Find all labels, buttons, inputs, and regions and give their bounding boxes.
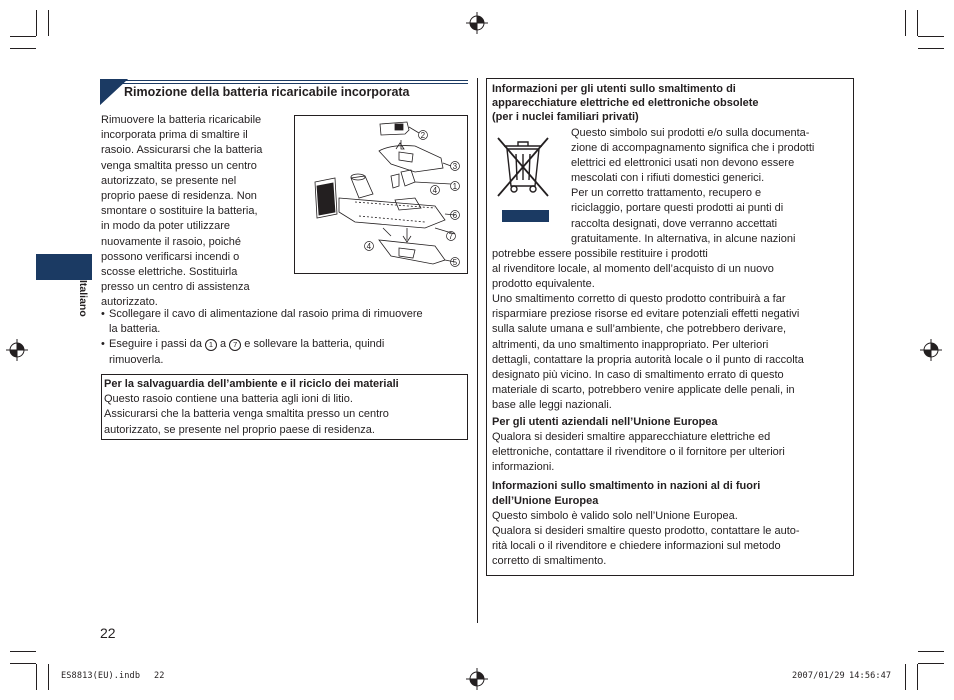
weee-line: altrimenti, da uno smaltimento inappropriato. Per ulteriori (492, 338, 769, 351)
figure-step-label: 1 (452, 182, 458, 191)
non-eu-line: corretto di smaltimento. (492, 555, 607, 568)
intro-line: proprio paese di residenza. Non (101, 190, 257, 203)
non-eu-line: Qualora si desideri smaltire questo prodotto, contattare le auto- (492, 525, 800, 538)
business-users-section (492, 415, 850, 475)
disassembly-figure (294, 115, 468, 274)
notice-line: Questo rasoio contiene una batteria agli ioni di litio. (104, 393, 353, 406)
weee-line: al rivenditore locale, al momento dell’acquisto di un nuovo (492, 263, 774, 276)
weee-line: Uno smaltimento corretto di questo prodotto contribuirà a far (492, 293, 786, 306)
business-line: Qualora si desideri smaltire apparecchiature elettriche ed (492, 431, 771, 444)
non-eu-title-line: Informazioni sullo smaltimento in nazioni al di fuori (492, 480, 761, 492)
language-tab-marker (36, 254, 92, 280)
heading-rule (100, 80, 468, 81)
intro-line: rasoio. Assicurarsi che la batteria (101, 144, 263, 157)
weee-symbol-text (571, 126, 853, 247)
business-users-title: Per gli utenti aziendali nell’Unione Europea (492, 416, 718, 428)
crop-mark (917, 10, 918, 36)
weee-line: designato più vicino. In caso di smaltimento errato di questo (492, 368, 784, 381)
weee-line: materiale di scarto, potrebbero venire applicate delle penali, in (492, 383, 795, 396)
environment-notice-box (101, 374, 468, 440)
weee-line: prodotto equivalente. (492, 278, 595, 291)
weee-line: base alle leggi nazionali. (492, 398, 612, 411)
crop-mark (10, 651, 36, 652)
step-number-badge: 7 (229, 339, 241, 351)
weee-body-text (492, 247, 850, 413)
figure-step-label: 2 (420, 131, 426, 140)
business-line: elettroniche, contattare il rivenditore o il fornitore per ulteriori (492, 446, 785, 459)
crop-mark (918, 48, 944, 49)
weee-line: Per un corretto trattamento, recupero e (571, 187, 762, 200)
intro-line: possono verificarsi incendi o (101, 250, 240, 263)
bullet-text: la batteria. (109, 323, 161, 336)
bullet-marker: • (101, 338, 105, 351)
section-heading (100, 77, 468, 105)
crop-mark (918, 663, 944, 664)
intro-line: in modo da poter utilizzare (101, 220, 231, 233)
crossed-bin-icon (496, 132, 554, 224)
weee-title-line: (per i nuclei familiari privati) (492, 111, 639, 124)
weee-line: mescolati con i rifiuti domestici generici. (571, 172, 765, 185)
figure-step-label: 3 (452, 162, 458, 171)
intro-line: incorporata prima di smaltire il (101, 129, 248, 142)
crop-mark (918, 36, 944, 37)
weee-line: gratuitamente. In alternativa, in alcune nazioni (571, 232, 796, 245)
intro-line: scosse elettriche. Sostituirla (101, 266, 238, 279)
weee-line: riciclaggio, portare questi prodotti ai punti di (571, 202, 784, 215)
figure-step-label: 4 (366, 242, 372, 251)
intro-line: Rimuovere la batteria ricaricabile (101, 114, 262, 126)
weee-line: raccolta designati, dove verranno accettati (571, 217, 778, 230)
instruction-list (101, 307, 469, 368)
figure-step-label: 4 (432, 186, 438, 195)
weee-line: sulla salute umana e sull’ambiente, che potrebbero derivare, (492, 323, 787, 336)
weee-bar (502, 210, 549, 222)
figure-step-label: 6 (452, 211, 458, 220)
crop-mark (48, 10, 49, 36)
registration-mark-icon (466, 12, 488, 34)
language-tab (76, 280, 90, 330)
bullet-text: e sollevare la batteria, quindi (241, 338, 385, 351)
weee-line: zione di accompagnamento significa che i prodotti (571, 142, 815, 155)
figure-step-label: 5 (452, 258, 458, 267)
intro-line: venga smaltita presso un centro (101, 159, 257, 172)
language-tab-label: Italiano (77, 280, 89, 317)
weee-line: Questo simbolo sui prodotti e/o sulla documenta- (571, 127, 810, 139)
crop-mark (10, 663, 36, 664)
weee-title-line: apparecchiature elettriche ed elettroniche obsolete (492, 97, 759, 110)
crop-mark (917, 664, 918, 690)
crop-mark (36, 664, 37, 690)
notice-title: Per la salvaguardia dell’ambiente e il riciclo dei materiali (104, 378, 399, 390)
notice-line: autorizzato, se presente nel proprio paese di residenza. (104, 423, 375, 436)
list-item (101, 307, 469, 337)
intro-line: nuovamente il rasoio, poiché (101, 235, 242, 248)
step-number-badge: 1 (205, 339, 217, 351)
bullet-text: Eseguire i passi da (109, 338, 205, 351)
column-divider (477, 78, 478, 623)
non-eu-title-line: dell’Unione Europea (492, 495, 599, 508)
non-eu-line: Questo simbolo è valido solo nell’Unione Europea. (492, 510, 738, 523)
crop-mark (10, 48, 36, 49)
registration-mark-icon (920, 339, 942, 361)
section-title: Rimozione della batteria ricaricabile incorporata (124, 85, 410, 99)
crop-mark (10, 36, 36, 37)
figure-step-label: 7 (448, 232, 454, 241)
page-number: 22 (100, 625, 116, 641)
notice-line: Assicurarsi che la batteria venga smaltita presso un centro (104, 408, 389, 421)
slug-page: 22 (154, 671, 165, 681)
crop-mark (905, 664, 906, 690)
bullet-marker: • (101, 308, 105, 320)
weee-title (492, 82, 850, 125)
weee-line: dettagli, contattare la propria autorità locale o il punto di raccolta (492, 353, 804, 366)
crop-mark (905, 10, 906, 36)
slug-filename: ES8813(EU).indb (61, 671, 141, 681)
weee-title-line: Informazioni per gli utenti sullo smaltimento di (492, 83, 736, 95)
bullet-text: a (217, 338, 230, 351)
shaver-exploded-illustration (295, 116, 467, 273)
heading-rule (122, 83, 468, 84)
registration-mark-icon (6, 339, 28, 361)
registration-mark-icon (466, 668, 488, 690)
slug-time: 14:56:47 (849, 671, 892, 681)
weee-line: risparmiare preziose risorse ed evitare potenziali effetti negativi (492, 308, 800, 321)
bullet-text: rimuoverla. (109, 353, 164, 366)
intro-paragraph (101, 113, 291, 311)
slug-date: 2007/01/29 (792, 671, 845, 681)
non-eu-line: rità locali o il rivenditore e chiedere informazioni sul metodo (492, 540, 781, 553)
business-line: informazioni. (492, 461, 555, 474)
weee-line: elettrici ed elettronici usati non devono essere (571, 157, 795, 170)
intro-line: smontare o sostituire la batteria, (101, 205, 258, 218)
crop-mark (918, 651, 944, 652)
weee-symbol (496, 132, 554, 222)
intro-line: autorizzato, se presente nel (101, 174, 237, 187)
intro-line: autorizzato. (101, 296, 158, 309)
weee-line: potrebbe essere possibile restituire i prodotti (492, 248, 708, 260)
non-eu-section (492, 479, 850, 570)
crop-mark (48, 664, 49, 690)
bullet-text: Scollegare il cavo di alimentazione dal rasoio prima di rimuovere (109, 308, 423, 320)
intro-line: presso un centro di assistenza (101, 281, 250, 294)
list-item (101, 337, 469, 367)
crop-mark (36, 10, 37, 36)
